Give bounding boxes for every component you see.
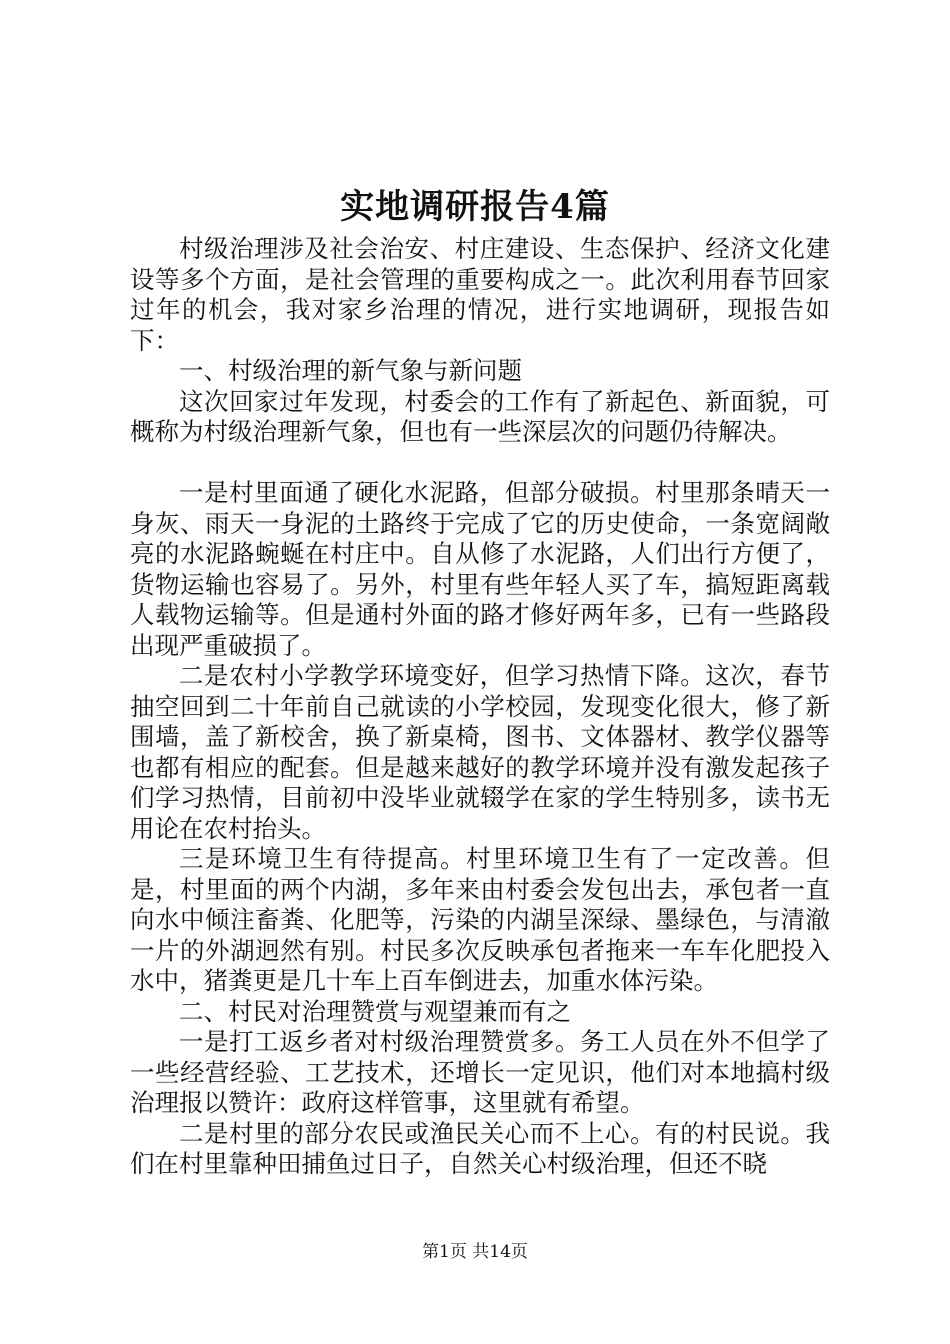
paragraph-intro: 村级治理涉及社会治安、村庄建设、生态保护、经济文化建设等多个方面，是社会管理的重要构成之一。此次利用春节回家过年的机会，我对家乡治理的情况，进行实地调研，现报告如下： (130, 234, 830, 355)
page-number: 第1页 共14页 (422, 1242, 528, 1262)
section-heading-2: 二、村民对治理赞赏与观望兼而有之 (179, 996, 571, 1026)
paragraph-road: 一是村里面通了硬化水泥路，但部分破损。村里那条晴天一身灰、雨天一身泥的土路终于完成了它的历史使命，一条宽阔敞亮的水泥路蜿蜒在村庄中。自从修了水泥路，人们出行方便了，货物运输也容易了。另外，村里有些年轻人买了车，搞短距离载人载物运输等。但是通村外面的路才修好两年多，已有一些路段出现严重破损了。 (130, 478, 830, 660)
section-heading-1: 一、村级治理的新气象与新问题 (179, 356, 522, 385)
paragraph-environment: 三是环境卫生有待提高。村里环境卫生有了一定改善。但是，村里面的两个内湖，多年来由村委会发包出去，承包者一直向水中倾注畜粪、化肥等，污染的内湖呈深绿、墨绿色，与清澈一片的外湖迥然有别。村民多次反映承包者拖来一车车化肥投入水中，猪粪更是几十车上百车倒进去，加重水体污染。 (130, 844, 830, 995)
paragraph-school: 二是农村小学教学环境变好，但学习热情下降。这次，春节抽空回到二十年前自己就读的小学校园，发现变化很大，修了新围墙，盖了新校舍，换了新桌椅，图书、文体器材、教学仪器等也都有相应的配套。但是越来越好的教学环境并没有激发起孩子们学习热情，目前初中没毕业就辍学在家的学生特别多，读书无用论在农村抬头。 (130, 661, 830, 843)
paragraph-farmers: 二是村里的部分农民或渔民关心而不上心。有的村民说。我们在村里靠种田捕鱼过日子，自然关心村级治理，但还不晓 (130, 1118, 830, 1178)
paragraph-overview: 这次回家过年发现，村委会的工作有了新起色、新面貌，可概称为村级治理新气象，但也有一些深层次的问题仍待解决。 (130, 386, 830, 446)
document-body (130, 234, 830, 1180)
document-title: 实地调研报告4篇 (340, 187, 610, 227)
paragraph-returnees: 一是打工返乡者对村级治理赞赏多。务工人员在外不但学了一些经营经验、工艺技术，还增长一定见识，他们对本地搞村级治理报以赞许：政府这样管事，这里就有希望。 (130, 1027, 830, 1117)
